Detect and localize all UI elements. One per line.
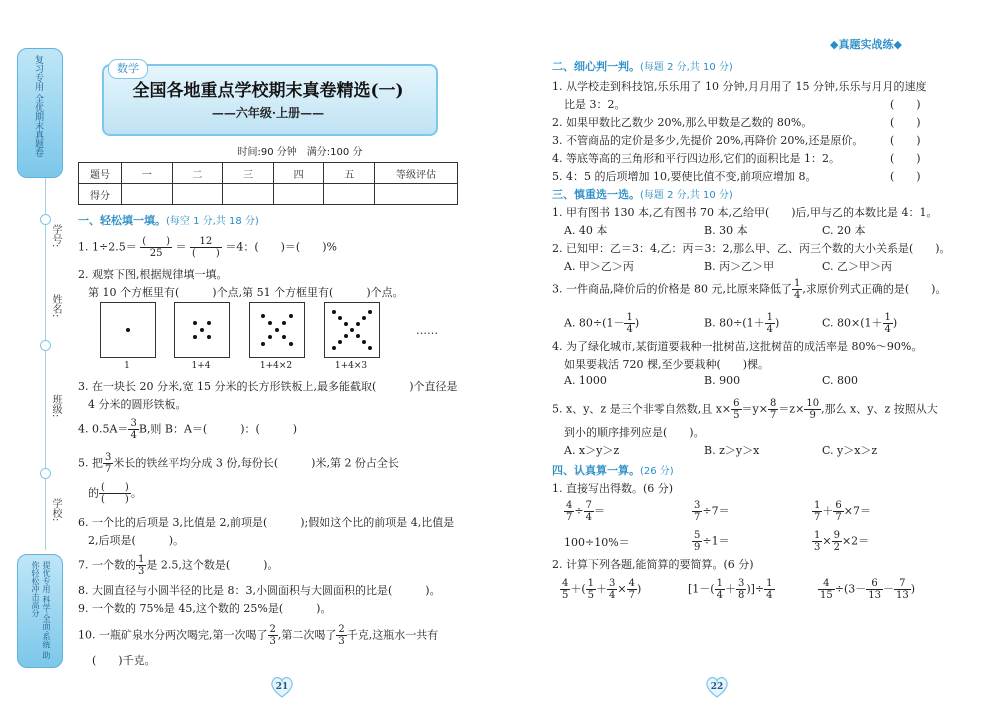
- top-tag: ◆真题实战练◆: [830, 38, 902, 51]
- question-2: 2. 观察下图,根据规律填一填。: [78, 268, 228, 281]
- question-5: 5. 把 $\frac{3}{7}$ 米长的铁丝平均分成 3 份,每份长( )米,第 2 份占全长: [78, 452, 399, 475]
- choice-option[interactable]: B. 30 本: [704, 224, 748, 237]
- subject-badge: 数学: [108, 59, 148, 79]
- question-10: 10. 一瓶矿泉水分两次喝完,第一次喝了 $\frac{2}{3}$ ,第二次喝了 $\frac{2}{3}$ 千克,这瓶水一共有: [78, 624, 439, 647]
- table-cell: 五: [324, 163, 375, 184]
- table-cell: 二: [172, 163, 223, 184]
- box-label: 1: [124, 361, 130, 371]
- field-name: 姓名:: [50, 294, 61, 318]
- choice-option[interactable]: C. 800: [822, 374, 859, 387]
- choice-option[interactable]: B. 80÷(1＋ $\frac{1}{4}$ ): [704, 312, 780, 335]
- sidebar-dot: [40, 340, 51, 351]
- choice-option[interactable]: B. 900: [704, 374, 741, 387]
- choice-option[interactable]: C. 80×(1＋ $\frac{1}{4}$ ): [822, 312, 898, 335]
- bottom-tab-text: 提优专用 科学·全面·系统 助你轻松冲击高分: [31, 561, 51, 660]
- section-2-title: 二、细心判一判。(每题 2 分,共 10 分): [552, 60, 733, 73]
- choice-option[interactable]: A. 甲＞乙＞丙: [564, 260, 634, 273]
- table-cell: 一: [122, 163, 173, 184]
- calc-item: $\frac{1}{7}$ ＋ $\frac{6}{7}$ ×7＝: [814, 500, 871, 523]
- calc-expr: $\frac{4}{5}$ ＋( $\frac{1}{5}$ ＋ $\frac{3}{4}$ × $\frac{4}{7}$ ): [562, 578, 642, 601]
- question-3-cont: 4 分米的圆形铁板。: [88, 398, 187, 411]
- dot-box-4: [324, 302, 380, 358]
- table-cell: 四: [273, 163, 324, 184]
- table-cell: 等级评估: [375, 163, 458, 184]
- table-cell[interactable]: [375, 184, 458, 205]
- time-line: 时间:90 分钟 满分:100 分: [237, 147, 363, 158]
- judge-1-cont: 比是 3：2。: [564, 98, 626, 111]
- question-5-cont: 的 $\frac{( )}{( )}$ 。: [88, 482, 142, 505]
- section-3-title: 三、慎重选一选。(每题 2 分,共 10 分): [552, 188, 733, 201]
- calc-item: 100÷10%＝: [564, 536, 630, 549]
- dot-box-3: [249, 302, 305, 358]
- choice-option[interactable]: A. 80÷(1－ $\frac{1}{4}$ ): [564, 312, 640, 335]
- calc-expr: [1－( $\frac{1}{4}$ ＋ $\frac{3}{8}$ )]÷ $\frac{1}{4}$: [688, 578, 773, 601]
- choice-5-cont: 到小的顺序排列应是( )。: [564, 426, 705, 439]
- table-cell: 得分: [79, 184, 122, 205]
- choice-option[interactable]: B. 丙＞乙＞甲: [704, 260, 775, 273]
- field-class: 班级:: [50, 394, 61, 418]
- choice-option[interactable]: C. 20 本: [822, 224, 866, 237]
- box-label: 1+4: [191, 361, 211, 371]
- judge-2: 2. 如果甲数比乙数少 20%,那么甲数是乙数的 80%。: [552, 116, 813, 129]
- choice-option[interactable]: C. y＞x＞z: [822, 444, 878, 457]
- choice-1: 1. 甲有图书 130 本,乙有图书 70 本,乙给甲( )后,甲与乙的本数比是 4：1。: [552, 206, 938, 219]
- page-number-right: 22: [710, 682, 724, 692]
- table-cell[interactable]: [172, 184, 223, 205]
- question-3: 3. 在一块长 20 分米,宽 15 分米的长方形铁板上,最多能截取( )个直径是: [78, 380, 458, 393]
- sidebar: [17, 48, 61, 668]
- choice-option[interactable]: A. x＞y＞z: [564, 444, 620, 457]
- page-number-left: 21: [275, 682, 289, 692]
- sidebar-line: [45, 178, 46, 550]
- table-row: [79, 163, 458, 184]
- section-1-title: 一、轻松填一填。(每空 1 分,共 18 分): [78, 214, 259, 227]
- choice-4-cont: 如果要栽活 720 棵,至少要栽种( )棵。: [564, 358, 770, 371]
- top-tab-text: 复习专用 全优期末真题卷: [33, 55, 43, 157]
- judge-5: 5. 4：5 的后项增加 10,要使比值不变,前项应增加 8。: [552, 170, 817, 183]
- table-cell[interactable]: [273, 184, 324, 205]
- question-1: 1. 1÷2.5＝ $\frac{( )}{25}$ ＝ $\frac{12}{( )}$ ＝4：( )＝( )%: [78, 236, 337, 259]
- box-label: 1+4×3: [334, 361, 368, 371]
- choice-3: 3. 一件商品,降价后的价格是 80 元,比原来降低了 $\frac{1}{4}$ ,求原价列式正确的是( )。: [552, 278, 947, 301]
- calc-expr: $\frac{4}{15}$ ÷(3－ $\frac{6}{13}$ － $\frac{7}{13}$ ): [820, 578, 916, 601]
- answer-paren[interactable]: ( ): [890, 116, 921, 129]
- dot-box-2: [174, 302, 230, 358]
- choice-4: 4. 为了绿化城市,某街道要栽种一批树苗,这批树苗的成活率是 80%～90%。: [552, 340, 923, 353]
- score-table: [78, 162, 458, 205]
- question-4: 4. 0.5A＝ $\frac{3}{4}$ B,则 B：A＝( )：( ): [78, 418, 298, 441]
- choice-5: 5. x、y、z 是三个非零自然数,且 x× $\frac{6}{5}$ ＝y× $\frac{8}{7}$ ＝z× $\frac{10}{9}$ ,那么 x、y、z 按照从大: [552, 398, 938, 421]
- answer-paren[interactable]: ( ): [890, 134, 921, 147]
- table-cell[interactable]: [122, 184, 173, 205]
- choice-option[interactable]: B. z＞y＞x: [704, 444, 760, 457]
- calc-item: $\frac{4}{7}$ ÷ $\frac{7}{4}$ ＝: [566, 500, 605, 523]
- question-2-text: 第 10 个方框里有( )个点,第 51 个方框里有( )个点。: [88, 286, 404, 299]
- calc-item: $\frac{1}{3}$ × $\frac{9}{2}$ ×2＝: [814, 530, 870, 553]
- table-cell[interactable]: [324, 184, 375, 205]
- judge-4: 4. 等底等高的三角形和平行四边形,它们的面积比是 1：2。: [552, 152, 840, 165]
- choice-option[interactable]: A. 40 本: [564, 224, 608, 237]
- question-9: 9. 一个数的 75%是 45,这个数的 25%是( )。: [78, 602, 332, 615]
- question-8: 8. 大圆直径与小圆半径的比是 8：3,小圆面积与大圆面积的比是( )。: [78, 584, 441, 597]
- page-subtitle: ——六年级·上册——: [211, 106, 325, 120]
- sidebar-dot: [40, 468, 51, 479]
- calc-1: 1. 直接写出得数。(6 分): [552, 482, 674, 495]
- choice-option[interactable]: C. 乙＞甲＞丙: [822, 260, 893, 273]
- answer-paren[interactable]: ( ): [890, 98, 921, 111]
- calc-2: 2. 计算下列各题,能简算的要简算。(6 分): [552, 558, 754, 571]
- field-school: 学校:: [50, 498, 61, 522]
- dot-box-1: [100, 302, 156, 358]
- answer-paren[interactable]: ( ): [890, 170, 921, 183]
- bottom-tab: [17, 554, 63, 668]
- ellipsis: ……: [416, 324, 438, 337]
- table-cell[interactable]: [223, 184, 274, 205]
- judge-3: 3. 不管商品的定价是多少,先提价 20%,再降价 20%,还是原价。: [552, 134, 864, 147]
- box-label: 1+4×2: [259, 361, 293, 371]
- answer-paren[interactable]: ( ): [890, 152, 921, 165]
- top-tab: [17, 48, 63, 178]
- question-6-cont: 2,后项是( )。: [88, 534, 185, 547]
- judge-1: 1. 从学校走到科技馆,乐乐用了 10 分钟,月月用了 15 分钟,乐乐与月月的速度: [552, 80, 927, 93]
- choice-option[interactable]: A. 1000: [564, 374, 607, 387]
- page-title: 全国各地重点学校期末真卷精选(一): [132, 81, 404, 101]
- section-4-title: 四、认真算一算。(26 分): [552, 464, 674, 477]
- question-10-cont: ( )千克。: [92, 654, 156, 667]
- calc-item: $\frac{5}{9}$ ÷1＝: [694, 530, 730, 553]
- table-cell: 三: [223, 163, 274, 184]
- table-cell: 题号: [79, 163, 122, 184]
- choice-2: 2. 已知甲：乙＝3：4,乙：丙＝3：2,那么甲、乙、丙三个数的大小关系是( )。: [552, 242, 951, 255]
- calc-item: $\frac{3}{7}$ ÷7＝: [694, 500, 730, 523]
- question-7: 7. 一个数的 $\frac{1}{3}$ 是 2.5,这个数是( )。: [78, 554, 279, 577]
- field-student-no: 学号:: [50, 224, 61, 248]
- question-6: 6. 一个比的后项是 3,比值是 2,前项是( );假如这个比的前项是 4,比值是: [78, 516, 455, 529]
- table-row: [79, 184, 458, 205]
